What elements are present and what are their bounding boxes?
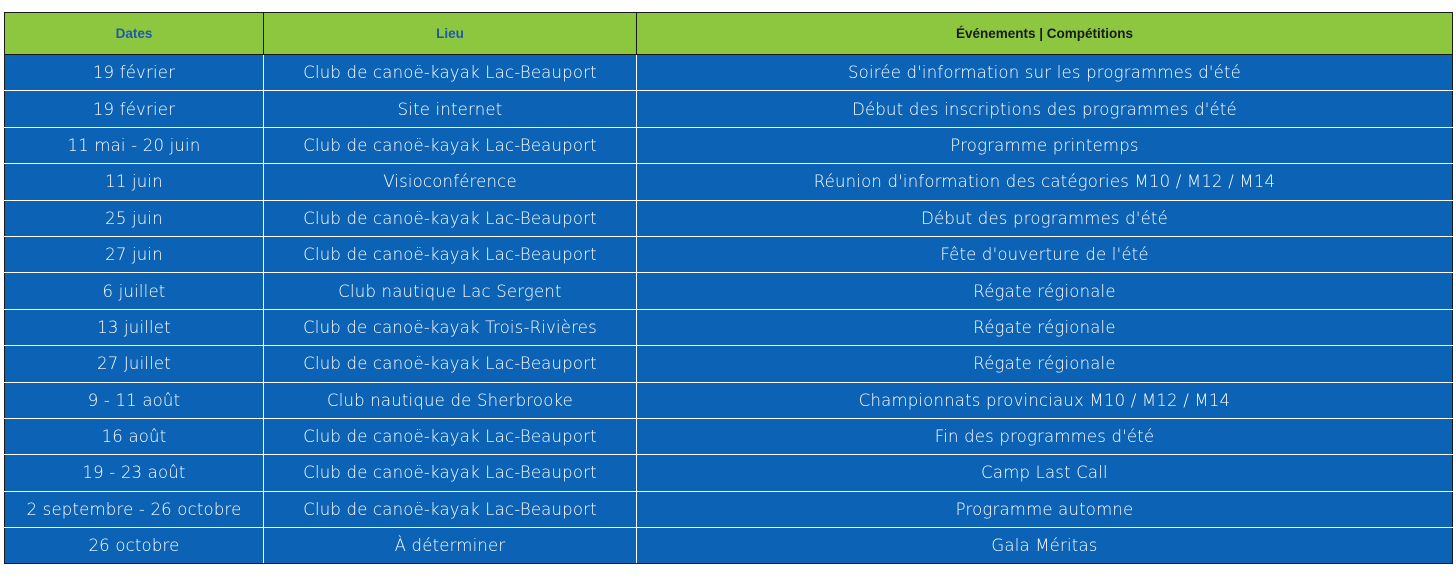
cell-lieu: Club de canoë-kayak Lac-Beauport	[264, 418, 637, 454]
cell-evenement: Régate régionale	[637, 309, 1453, 345]
cell-lieu: Site internet	[264, 91, 637, 127]
cell-date: 13 juillet	[5, 309, 264, 345]
cell-evenement: Fête d'ouverture de l'été	[637, 236, 1453, 272]
table-row	[5, 236, 1453, 272]
table-row	[5, 91, 1453, 127]
cell-evenement: Gala Méritas	[637, 528, 1453, 564]
cell-lieu: Club de canoë-kayak Lac-Beauport	[264, 200, 637, 236]
cell-date: 26 octobre	[5, 528, 264, 564]
cell-lieu: Visioconférence	[264, 164, 637, 200]
cell-date: 16 août	[5, 418, 264, 454]
cell-date: 6 juillet	[5, 273, 264, 309]
cell-date: 11 juin	[5, 164, 264, 200]
cell-lieu: Club de canoë-kayak Lac-Beauport	[264, 127, 637, 163]
table-row	[5, 455, 1453, 491]
table-row	[5, 491, 1453, 527]
cell-evenement: Fin des programmes d'été	[637, 418, 1453, 454]
column-header-lieu: Lieu	[264, 13, 637, 55]
cell-evenement: Réunion d'information des catégories M10 / M12 / M14	[637, 164, 1453, 200]
table-row	[5, 528, 1453, 564]
cell-evenement: Programme printemps	[637, 127, 1453, 163]
table-row	[5, 382, 1453, 418]
cell-evenement: Début des inscriptions des programmes d'été	[637, 91, 1453, 127]
cell-evenement: Programme automne	[637, 491, 1453, 527]
cell-date: 11 mai - 20 juin	[5, 127, 264, 163]
table-row	[5, 273, 1453, 309]
events-schedule-table	[4, 12, 1453, 564]
cell-date: 2 septembre - 26 octobre	[5, 491, 264, 527]
cell-lieu: Club de canoë-kayak Lac-Beauport	[264, 455, 637, 491]
cell-date: 19 - 23 août	[5, 455, 264, 491]
table-row	[5, 164, 1453, 200]
cell-date: 27 Juillet	[5, 346, 264, 382]
cell-date: 9 - 11 août	[5, 382, 264, 418]
cell-lieu: Club de canoë-kayak Lac-Beauport	[264, 236, 637, 272]
cell-evenement: Soirée d'information sur les programmes d'été	[637, 55, 1453, 91]
cell-lieu: Club nautique Lac Sergent	[264, 273, 637, 309]
cell-evenement: Régate régionale	[637, 346, 1453, 382]
cell-lieu: Club de canoë-kayak Lac-Beauport	[264, 491, 637, 527]
table-row	[5, 200, 1453, 236]
table-body	[5, 55, 1453, 564]
cell-evenement: Championnats provinciaux M10 / M12 / M14	[637, 382, 1453, 418]
table-row	[5, 418, 1453, 454]
table-row	[5, 346, 1453, 382]
cell-lieu: Club de canoë-kayak Trois-Rivières	[264, 309, 637, 345]
table-header-row	[5, 13, 1453, 55]
cell-evenement: Camp Last Call	[637, 455, 1453, 491]
cell-lieu: Club nautique de Sherbrooke	[264, 382, 637, 418]
cell-lieu: Club de canoë-kayak Lac-Beauport	[264, 346, 637, 382]
cell-date: 27 juin	[5, 236, 264, 272]
cell-evenement: Début des programmes d'été	[637, 200, 1453, 236]
cell-date: 19 février	[5, 55, 264, 91]
cell-lieu: À déterminer	[264, 528, 637, 564]
cell-lieu: Club de canoë-kayak Lac-Beauport	[264, 55, 637, 91]
cell-date: 25 juin	[5, 200, 264, 236]
cell-date: 19 février	[5, 91, 264, 127]
column-header-dates: Dates	[5, 13, 264, 55]
table-row	[5, 309, 1453, 345]
cell-evenement: Régate régionale	[637, 273, 1453, 309]
table-row	[5, 55, 1453, 91]
table-row	[5, 127, 1453, 163]
column-header-evenements: Événements | Compétitions	[637, 13, 1453, 55]
